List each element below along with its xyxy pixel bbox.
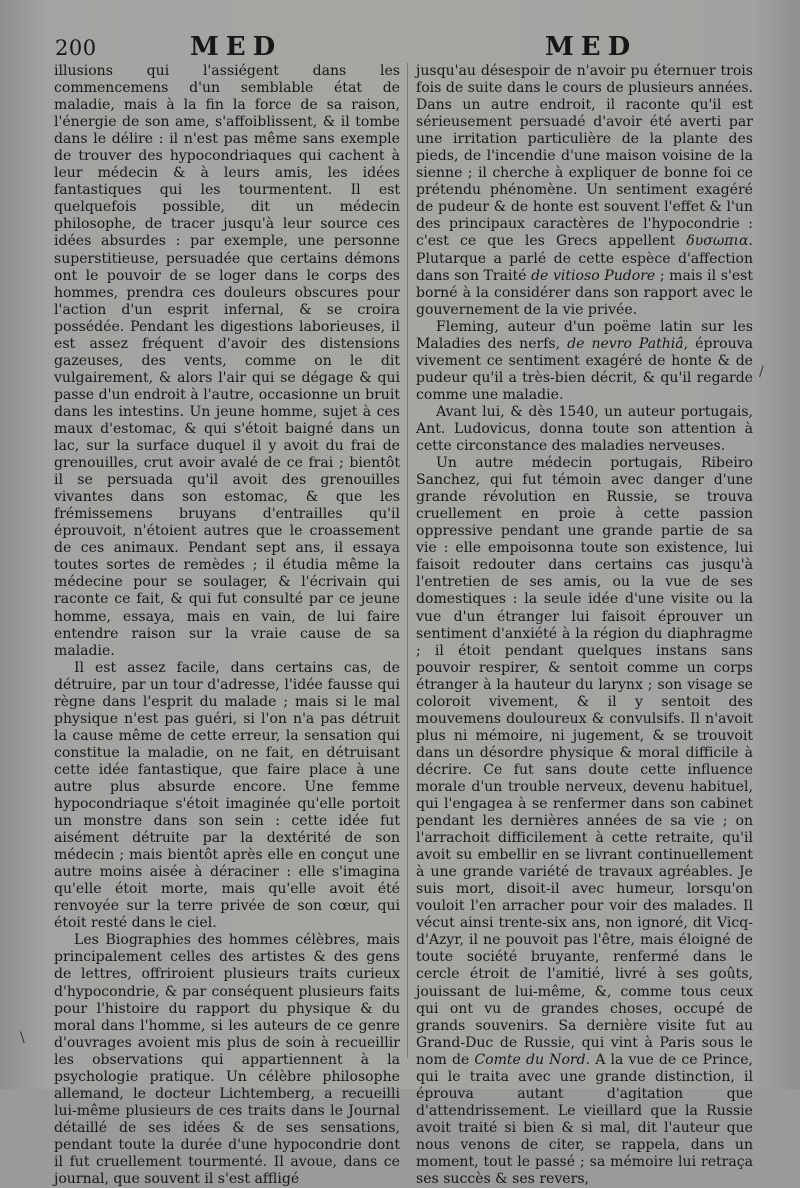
text-run: Un autre médecin portugais, Ribeiro Sanchez, qui fut témoin avec danger d'une grande révolution en Russie, se trouva cruellement en proie à cette passion oppressive pendant une grande partie de sa vie : elle empoisonna toute son existence, lui faisoit redouter dans certains cas jusqu'à l'entretien de ses amis, ou la vue de ses domestiques : la seule idée d'une visite ou la vue d'un étranger lui faisoit éprouver un sentiment d'anxiété à la région du diaphragme ; il étoit pendant quelques instans sans pouvoir respirer, & sentoit comme un corps étranger à la hauteur du larynx ; son visage se coloroit vivement, & il y sentoit des mouvemens douloureux & convulsifs. Il n'avoit plus ni mémoire, ni jugement, & se trouvoit dans un désordre physique & moral difficile à décrire. Ce fut sans doute cette influence morale d'un trouble nerveux, devenu habituel, qui l'engagea à se renfermer dans son cabinet pendant les dernières années de sa vie ; on l'arrachoit difficilement à cette retraite, qu'il avoit su embellir en se livrant continuellement à une grande variété de travaux agréables. Je suis mort, disoit-il avec humeur, lorsqu'on vouloit l'en arracher pour voir des malades. Il vécut ainsi trente-six ans, non ignoré, dit Vicq-d'Azyr, il ne pouvoit pas l'être, mais éloigné de toute société bruyante, renfermé dans le cercle étroit de l'amitié, livré à ses goûts, jouissant de lui-même, &, comme tous ceux qui ont vu de grandes choses, occupé de grands souvenirs. Sa dernière visite fut au Grand-Duc de Russie, qui vint à Paris sous le nom de — [416, 455, 753, 1068]
work-title-plutarch: de vitioso Pudore — [531, 267, 656, 284]
text-run: , éprouva vivement ce sentiment exagéré de honte & de pudeur qu'il a très-bien décrit, & qu'il regarde comme une maladie. — [416, 335, 753, 403]
text-run: . A la vue de ce Prince, qui le traita avec une grande distinction, il éprouva autant d'agitation que d'attendrissement. Le vieillard que la Russie avoit traité si bien & si mal, dit l'auteur que nous venons de citer, se rappela, dans un moment, tout le passé ; sa mémoire lui retraça ses succès & ses revers, — [416, 1051, 753, 1188]
paragraph-hypocondria-illusions: illusions qui l'assiégent dans les commencemens d'un semblable état de maladie, mais à la fin la force de sa raison, l'énergie de son ame, s'affoiblissent, & il tombe dans le délire : il n'est pas même sans exemple de trouver des hypocondriaques qui cachent à leur médecin & à leurs amis, les idées fantastiques qui les tourmentent. Il est quelquefois possible, dit un médecin philosophe, de tracer jusqu'à leur source ces idées absurdes : par exemple, une personne superstitieuse, persuadée que certains démons ont le pouvoir de se loger dans le corps des hommes, prendra ces douleurs obscures pour l'action d'un esprit infernal, & se croira possédée. Pendant les digestions laborieuses, il est assez fréquent d'avoir des distensions gazeuses, des vents, comme on le dit vulgairement, & alors l'air qui se dégage & qui passe d'un endroit à l'autre, occasionne un bruit dans les intestins. Un jeune homme, sujet à ces maux d'estomac, & qui s'étoit baigné dans un lac, sur la surface duquel il y avoit du frai de grenouilles, crut avoir avalé de ce frai ; bientôt il se persuada qu'il avoit des grenouilles vivantes dans son estomac, & que les frémissemens bruyans d'entrailles qu'il éprouvoit, n'étoient autres que le croassement de ces animaux. Pendant sept ans, il essaya toutes sortes de remèdes ; il étudia même la médecine pour se soulager, & l'écrivain qui raconte ce fait, & qui fut consulté par ce jeune homme, essaya, mais en vain, de lui faire entendre raison sur la vraie cause de sa maladie. — [54, 63, 400, 659]
text-run: . Plutarque a parlé de cette espèce d'affection dans son Traité — [416, 233, 753, 284]
text-run: Fleming, auteur d'un poëme latin sur les Maladies des nerfs, — [416, 318, 753, 352]
left-text-column — [54, 63, 400, 1188]
left-running-heading: MED — [190, 32, 283, 62]
page-number: 200 — [55, 36, 97, 60]
text-run: ; mais il s'est borné à la considérer dans son rapport avec le gouvernement de la vie privée. — [416, 267, 754, 318]
paragraph-lichtemberg-continued — [416, 63, 753, 319]
greek-term: δυσωπια — [686, 233, 749, 250]
column-divider — [407, 63, 408, 1058]
work-title-fleming: de nevro Pathiâ — [567, 335, 684, 352]
right-text-column — [416, 63, 754, 1188]
text-run: jusqu'au désespoir de n'avoir pu éternuer trois fois de suite dans le cours de plusieurs années. Dans un autre endroit, il raconte qu'il est sérieusement persuadé d'avoir été averti par une irritation particulière de la plante des pieds, de l'incendie d'une maison voisine de la sienne ; il cherche à expliquer de bonne foi ce prétendu phénomène. Un sentiment exagéré de pudeur & de honte est souvent l'effet & l'un des principaux caractères de l'hypocondrie : c'est ce que les Grecs appellent — [416, 63, 753, 250]
paragraph-fleming — [416, 319, 753, 404]
paragraph-false-idea-cure: Il est assez facile, dans certains cas, de détruire, par un tour d'adresse, l'idée fausse qui règne dans l'esprit du malade ; mais si le mal physique n'est pas guéri, si l'on n'a pas détruit la cause même de cette erreur, la sensation qui constitue la maladie, on ne fait, en détruisant cette idée fantastique, que faire place à une autre plus absurde encore. Une femme hypocondriaque s'étoit imaginée qu'elle portoit un monstre dans son sein : cette idée fut aisément détruite par la dextérité de son médecin ; mais bientôt après elle en conçut une autre moins aisée à déraciner : elle s'imagina qu'elle étoit morte, mais qu'elle avoit été renvoyée sur la terre privée de son cœur, qui étoit resté dans le ciel. — [54, 659, 400, 932]
running-head — [0, 30, 800, 62]
paragraph-ludovicus: Avant lui, & dès 1540, un auteur portugais, Ant. Ludovicus, donna toute son attention à cette circonstance des maladies nerveuses. — [416, 403, 753, 455]
paragraph-ribeiro-sanchez — [416, 455, 753, 1188]
paragraph-biographies: Les Biographies des hommes célèbres, mais principalement celles des artistes & des gens de lettres, offriroient plusieurs traits curieux d'hypocondrie, & par conséquent plusieurs faits pour l'histoire du rapport du physique & du moral dans l'homme, si les auteurs de ce genre d'ouvrages avoient mis plus de soin à recueillir les observations qui appartiennent à la psychologie pratique. Un célèbre philosophe allemand, le docteur Lichtemberg, a recueilli lui-même plusieurs de ces traits dans le Journal détaillé de ses idées & de ses sensations, pendant toute la durée d'une hypocondrie dont il fut cruellement tourmenté. Il avoue, dans ce journal, que souvent il s'est affligé — [54, 932, 400, 1188]
comte-du-nord-title: Comte du Nord — [474, 1051, 586, 1068]
right-running-heading: MED — [545, 32, 638, 62]
right-margin-mark: / — [759, 364, 764, 380]
left-margin-mark: \ — [20, 1030, 25, 1046]
